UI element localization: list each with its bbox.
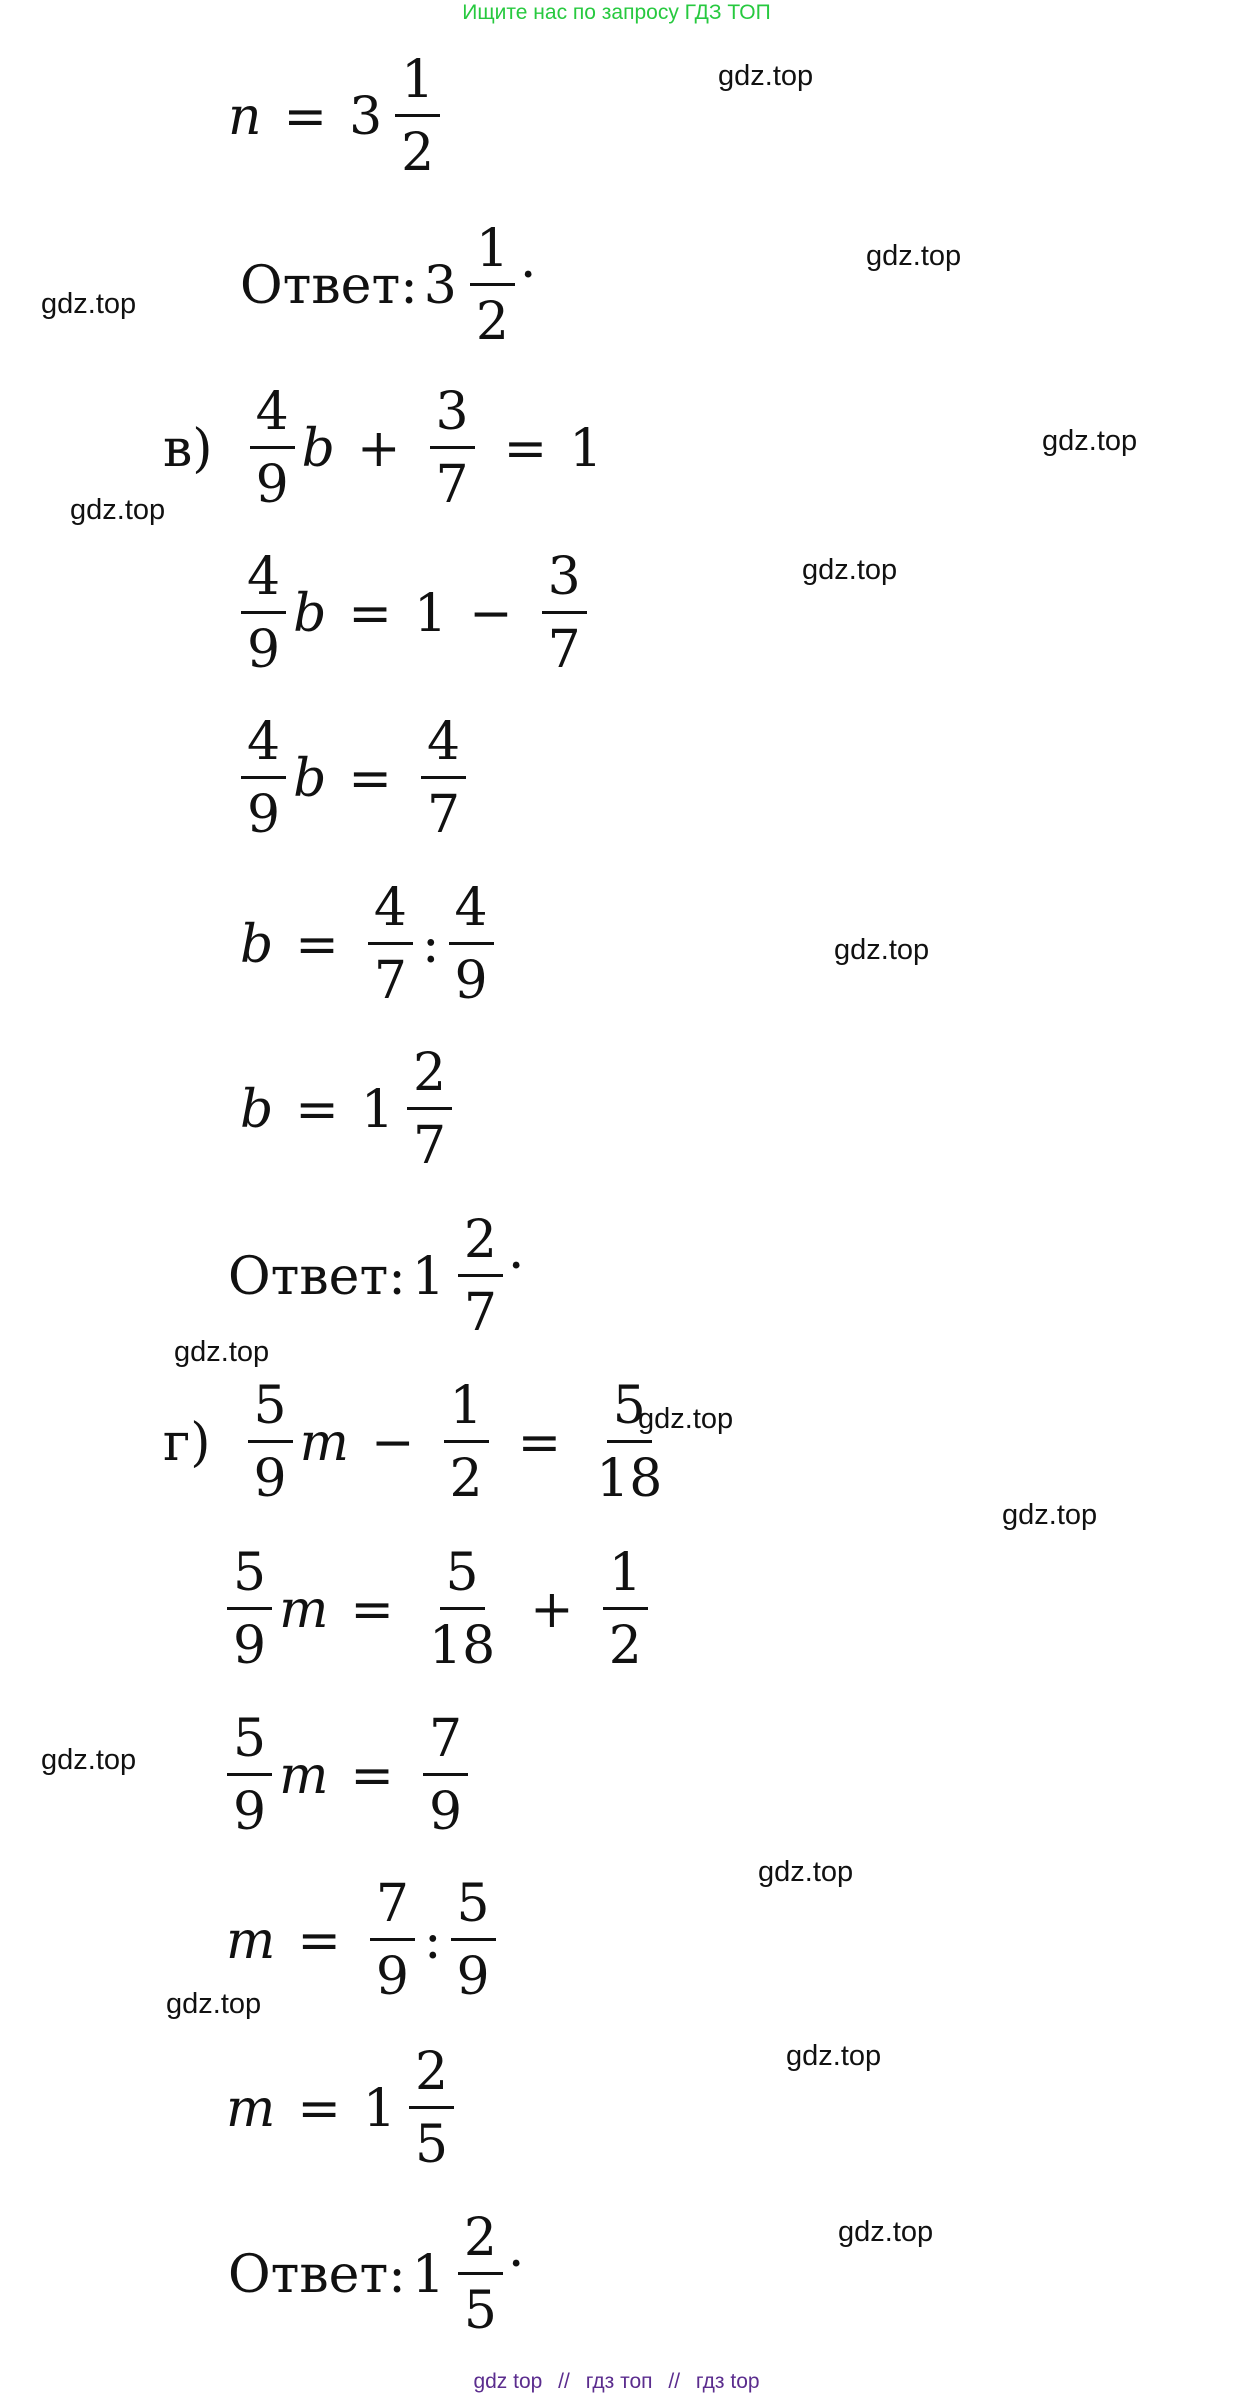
numerator: 7 xyxy=(370,1878,415,1941)
variable: m xyxy=(299,1412,349,1473)
watermark: gdz.top xyxy=(838,2216,934,2248)
fraction xyxy=(250,382,295,515)
variable: b xyxy=(301,418,335,479)
fraction xyxy=(423,1543,501,1676)
period: . xyxy=(519,230,537,290)
whole-part: 1 xyxy=(411,2244,445,2305)
equation-v-2 xyxy=(234,547,594,680)
denominator: 2 xyxy=(449,1449,483,1509)
fraction xyxy=(449,878,494,1011)
equation-v-3 xyxy=(234,712,473,845)
equals-sign: = xyxy=(295,914,339,975)
numerator: 1 xyxy=(603,1547,648,1610)
variable: b xyxy=(293,748,327,809)
numerator: 5 xyxy=(440,1547,485,1610)
period: . xyxy=(507,1221,525,1281)
item-label-v: в) xyxy=(163,418,213,479)
numerator: 4 xyxy=(241,716,286,779)
plus-sign: + xyxy=(356,418,401,479)
equation-v-4 xyxy=(240,878,501,1011)
fraction xyxy=(451,1874,496,2007)
denominator: 9 xyxy=(255,455,289,515)
numerator: 3 xyxy=(430,386,475,449)
fraction xyxy=(407,1043,452,1176)
rhs-value: 1 xyxy=(413,583,448,644)
footer-link[interactable]: gdz top xyxy=(473,2370,543,2393)
denominator: 9 xyxy=(247,785,281,845)
denominator: 7 xyxy=(373,951,407,1011)
fraction xyxy=(370,1874,415,2007)
division-sign: : xyxy=(423,1910,442,1971)
numerator: 1 xyxy=(444,1380,489,1443)
fraction xyxy=(470,219,515,352)
equals-sign: = xyxy=(350,1579,394,1640)
variable: b xyxy=(240,1079,274,1140)
variable: m xyxy=(279,1579,329,1640)
plus-sign: + xyxy=(530,1579,574,1640)
denominator: 9 xyxy=(233,1782,267,1842)
fraction xyxy=(241,547,286,680)
whole-part: 1 xyxy=(411,1246,445,1307)
fraction xyxy=(430,382,475,515)
numerator: 4 xyxy=(250,386,295,449)
equals-sign: = xyxy=(297,1910,341,1971)
fraction xyxy=(421,712,466,845)
equation-g-5 xyxy=(226,2042,461,2175)
fraction xyxy=(590,1376,668,1509)
denominator: 18 xyxy=(428,1616,496,1676)
fraction xyxy=(368,878,413,1011)
equals-sign: = xyxy=(348,583,392,644)
period: . xyxy=(507,2219,525,2279)
numerator: 2 xyxy=(458,1214,503,1277)
denominator: 9 xyxy=(247,620,281,680)
denominator: 7 xyxy=(412,1116,447,1176)
watermark: gdz.top xyxy=(718,60,814,92)
numerator: 5 xyxy=(451,1878,496,1941)
fraction xyxy=(603,1543,648,1676)
answer-word: Ответ: xyxy=(240,255,418,316)
equation-g-4 xyxy=(226,1874,503,2007)
item-label-g: г) xyxy=(163,1412,211,1473)
variable: m xyxy=(279,1745,329,1806)
equation-n-result xyxy=(228,50,447,183)
denominator: 9 xyxy=(233,1616,267,1676)
equals-sign: = xyxy=(297,2078,341,2139)
footer-links xyxy=(0,2370,1233,2394)
denominator: 18 xyxy=(596,1449,663,1509)
watermark: gdz.top xyxy=(638,1403,734,1435)
numerator: 5 xyxy=(248,1380,293,1443)
fraction xyxy=(423,1709,468,1842)
equals-sign: = xyxy=(503,418,548,479)
denominator: 9 xyxy=(253,1449,287,1509)
watermark: gdz.top xyxy=(166,1988,262,2020)
denominator: 2 xyxy=(475,292,509,352)
fraction xyxy=(227,1543,272,1676)
numerator: 5 xyxy=(227,1713,272,1776)
variable: b xyxy=(293,583,327,644)
fraction xyxy=(241,712,286,845)
numerator: 4 xyxy=(241,551,286,614)
watermark: gdz.top xyxy=(41,288,137,320)
fraction xyxy=(409,2042,454,2175)
denominator: 7 xyxy=(463,1283,497,1343)
whole-part: 1 xyxy=(362,2078,396,2139)
watermark: gdz.top xyxy=(786,2040,882,2072)
watermark: gdz.top xyxy=(1042,425,1138,457)
equation-v-1 xyxy=(163,382,603,515)
answer-line-1 xyxy=(240,219,537,352)
fraction xyxy=(458,1210,503,1343)
watermark: gdz.top xyxy=(1002,1499,1098,1531)
footer-link[interactable]: гдз топ xyxy=(585,2370,653,2393)
denominator: 2 xyxy=(608,1616,642,1676)
variable: m xyxy=(226,1910,276,1971)
whole-part: 3 xyxy=(423,255,457,316)
numerator: 3 xyxy=(542,551,587,614)
denominator: 5 xyxy=(463,2281,497,2341)
numerator: 4 xyxy=(449,882,494,945)
denominator: 7 xyxy=(426,785,461,845)
whole-part: 3 xyxy=(349,86,383,147)
equals-sign: = xyxy=(348,748,392,809)
denominator: 9 xyxy=(454,951,488,1011)
watermark: gdz.top xyxy=(70,494,166,526)
equals-sign: = xyxy=(295,1079,339,1140)
division-sign: : xyxy=(421,914,440,975)
denominator: 2 xyxy=(401,123,435,183)
numerator: 4 xyxy=(421,716,466,779)
minus-sign: − xyxy=(469,583,513,644)
denominator: 7 xyxy=(435,455,469,515)
numerator: 7 xyxy=(423,1713,468,1776)
watermark: gdz.top xyxy=(834,934,930,966)
watermark: gdz.top xyxy=(174,1336,270,1368)
denominator: 9 xyxy=(428,1782,463,1842)
watermark: gdz.top xyxy=(41,1744,137,1776)
rhs-value: 1 xyxy=(569,418,603,479)
variable: b xyxy=(240,914,274,975)
numerator: 2 xyxy=(409,2046,454,2109)
numerator: 5 xyxy=(227,1547,272,1610)
denominator: 9 xyxy=(456,1947,490,2007)
search-banner: Ищите нас по запросу ГДЗ ТОП xyxy=(462,1,771,24)
answer-line-3 xyxy=(228,2208,525,2341)
watermark: gdz.top xyxy=(758,1856,854,1888)
fraction xyxy=(248,1376,293,1509)
variable: m xyxy=(226,2078,276,2139)
equals-sign: = xyxy=(517,1412,562,1473)
footer-link[interactable]: гдз top xyxy=(695,2370,760,2393)
equals-sign: = xyxy=(350,1745,394,1806)
answer-line-2 xyxy=(228,1210,525,1343)
whole-part: 1 xyxy=(360,1079,394,1140)
denominator: 7 xyxy=(547,620,581,680)
answer-word: Ответ: xyxy=(228,2244,406,2305)
footer-separator: // xyxy=(558,2370,570,2393)
answer-word: Ответ: xyxy=(228,1246,406,1307)
variable: n xyxy=(228,86,262,147)
numerator: 1 xyxy=(395,54,440,117)
denominator: 9 xyxy=(375,1947,409,2007)
fraction xyxy=(227,1709,272,1842)
fraction xyxy=(458,2208,503,2341)
equation-g-1 xyxy=(163,1376,675,1509)
numerator: 5 xyxy=(607,1380,652,1443)
footer-separator: // xyxy=(668,2370,681,2393)
numerator: 4 xyxy=(368,882,413,945)
equation-g-2 xyxy=(220,1543,655,1676)
minus-sign: − xyxy=(370,1412,415,1473)
fraction xyxy=(542,547,587,680)
watermark: gdz.top xyxy=(866,240,962,272)
fraction xyxy=(444,1376,489,1509)
equation-v-5 xyxy=(240,1043,459,1176)
equals-sign: = xyxy=(283,86,328,147)
numerator: 1 xyxy=(470,223,515,286)
denominator: 5 xyxy=(414,2115,449,2175)
fraction xyxy=(395,50,440,183)
watermark: gdz.top xyxy=(802,554,898,586)
numerator: 2 xyxy=(458,2212,503,2275)
numerator: 2 xyxy=(407,1047,452,1110)
equation-g-3 xyxy=(220,1709,475,1842)
